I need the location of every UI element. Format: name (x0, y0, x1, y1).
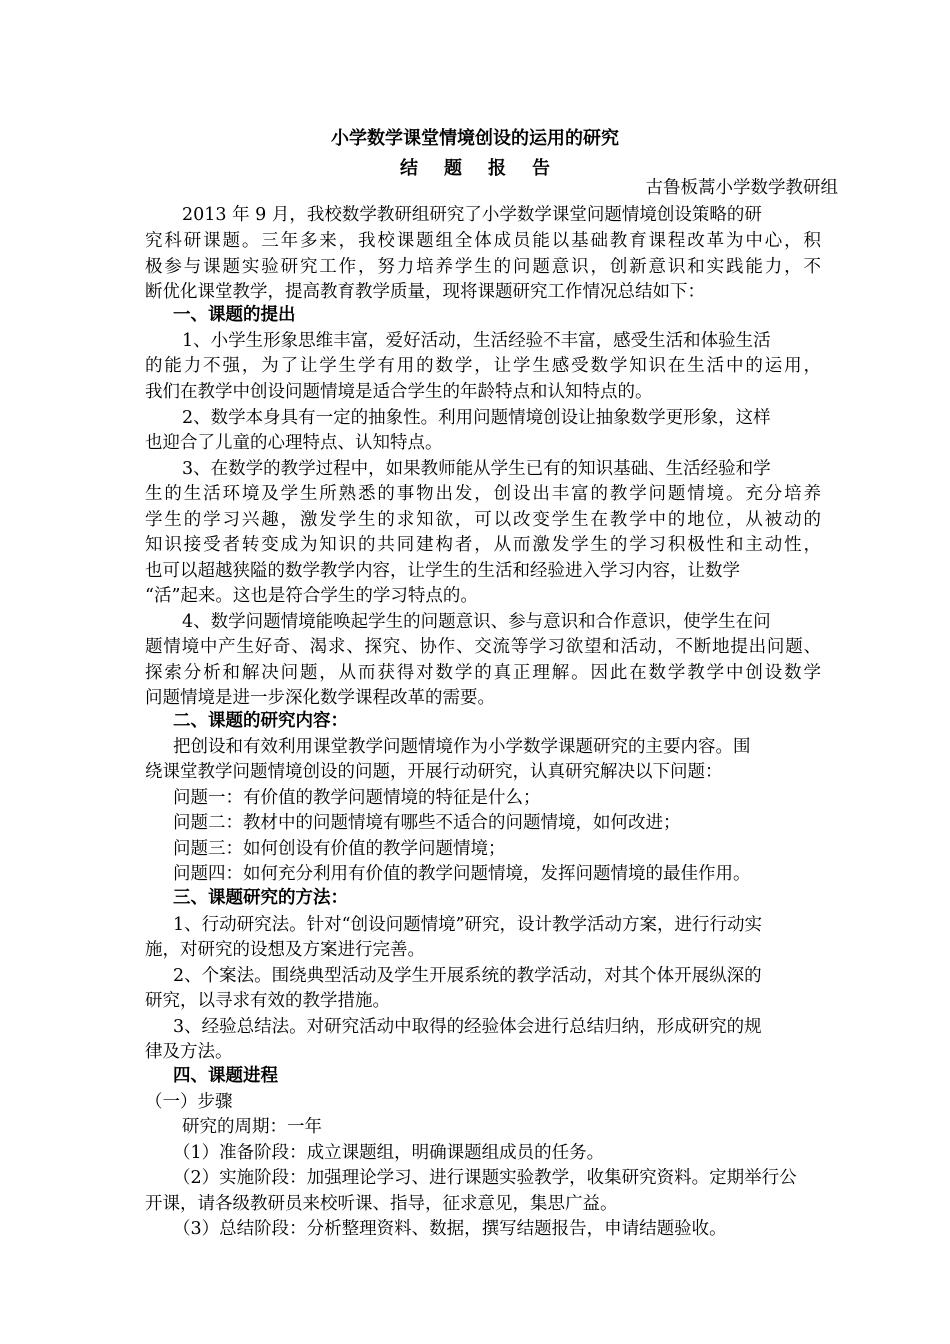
paragraph-line: 研究的周期：一年 (182, 1117, 322, 1137)
stage-item: （3）总结阶段：分析整理资料、数据，撰写结题报告，申请结题验收。 (173, 1219, 727, 1239)
paragraph-line: 绕课堂教学问题情境创设的问题，开展行动研究，认真研究解决以下问题： (145, 762, 723, 782)
paragraph-line: 2、个案法。围绕典型活动及学生开展系统的教学活动，对其个体开展纵深的 (173, 966, 762, 986)
paragraph-line: 的能力不强，为了让学生学有用的数学，让学生感受数学知识在生活中的运用， (145, 356, 821, 376)
paragraph-line: 3、经验总结法。对研究活动中取得的经验体会进行总结归纳，形成研究的规 (173, 1017, 762, 1037)
intro-line: 究科研课题。三年多来，我校课题组全体成员能以基础教育课程改革为中心，积 (145, 231, 821, 251)
document-subtitle: 结题报告 (400, 158, 576, 179)
intro-line: 断优化课堂教学，提高教育教学质量，现将课题研究工作情况总结如下： (145, 282, 705, 302)
paragraph-line: 知识接受者转变成为知识的共同建构者，从而激发学生的学习积极性和主动性， (145, 535, 821, 555)
question-item: 问题四：如何充分利用有价值的教学问题情境，发挥问题情境的最佳作用。 (173, 864, 751, 884)
paragraph-line: 施，对研究的设想及方案进行完善。 (145, 940, 425, 960)
paragraph-line: 2、数学本身具有一定的抽象性。利用问题情境创设让抽象数学更形象，这样 (182, 408, 771, 428)
paragraph-line: 也可以超越狭隘的数学教学内容，让学生的生活和经验进入学习内容，让数学 (145, 561, 740, 581)
subsection-heading: （一）步骤 (145, 1092, 233, 1112)
intro-line: 极参与课题实验研究工作，努力培养学生的问题意识，创新意识和实践能力，不 (145, 257, 821, 277)
question-item: 问题一：有价值的教学问题情境的特征是什么； (173, 788, 541, 808)
section-heading: 四、课题进程 (173, 1066, 278, 1086)
paragraph-line: 研究，以寻求有效的教学措施。 (145, 991, 390, 1011)
paragraph-line: 律及方法。 (145, 1042, 233, 1062)
paragraph-line: “活”起来。这也是符合学生的学习特点的。 (145, 586, 478, 606)
paragraph-line: 1、小学生形象思维丰富，爱好活动，生活经验不丰富，感受生活和体验生活 (182, 331, 771, 351)
question-item: 问题二：教材中的问题情境有哪些不适合的问题情境，如何改进； (173, 813, 681, 833)
paragraph-line: 探索分析和解决问题，从而获得对数学的真正理解。因此在数学教学中创设数学 (145, 663, 821, 683)
question-item: 问题三：如何创设有价值的教学问题情境； (173, 839, 506, 859)
intro-line: 2013 年 9 月，我校数学教研组研究了小学数学课堂问题情境创设策略的研 (182, 205, 762, 225)
section-heading: 三、课题研究的方法： (173, 888, 348, 908)
stage-item: 开课，请各级教研员来校听课、指导，征求意见，集思广益。 (145, 1194, 618, 1214)
paragraph-line: 生的生活环境及学生所熟悉的事物出发，创设出丰富的教学问题情境。充分培养 (145, 484, 821, 504)
author-line: 古鲁板蒿小学数学教研组 (645, 178, 838, 198)
stage-item: （2）实施阶段：加强理论学习、进行课题实验教学，收集研究资料。定期举行公 (173, 1168, 797, 1188)
section-heading: 二、课题的研究内容： (173, 711, 348, 731)
paragraph-line: 4、数学问题情境能唤起学生的问题意识、参与意识和合作意识，使学生在问 (182, 612, 771, 632)
paragraph-line: 把创设和有效利用课堂教学问题情境作为小学数学课题研究的主要内容。围 (173, 737, 751, 757)
section-heading: 一、课题的提出 (173, 305, 296, 325)
paragraph-line: 问题情境是进一步深化数学课程改革的需要。 (145, 688, 495, 708)
paragraph-line: 也迎合了儿童的心理特点、认知特点。 (145, 433, 443, 453)
paragraph-line: 题情境中产生好奇、渴求、探究、协作、交流等学习欲望和活动，不断地提出问题、 (145, 637, 821, 657)
paragraph-line: 1、行动研究法。针对“创设问题情境”研究，设计教学活动方案，进行行动实 (173, 915, 763, 935)
paragraph-line: 我们在教学中创设问题情境是适合学生的年龄特点和认知特点的。 (145, 382, 653, 402)
document-title: 小学数学课堂情境创设的运用的研究 (331, 128, 619, 149)
paragraph-line: 3、在数学的教学过程中，如果教师能从学生已有的知识基础、生活经验和学 (182, 459, 771, 479)
stage-item: （1）准备阶段：成立课题组，明确课题组成员的任务。 (173, 1143, 605, 1163)
paragraph-line: 学生的学习兴趣，激发学生的求知欲，可以改变学生在教学中的地位，从被动的 (145, 510, 821, 530)
